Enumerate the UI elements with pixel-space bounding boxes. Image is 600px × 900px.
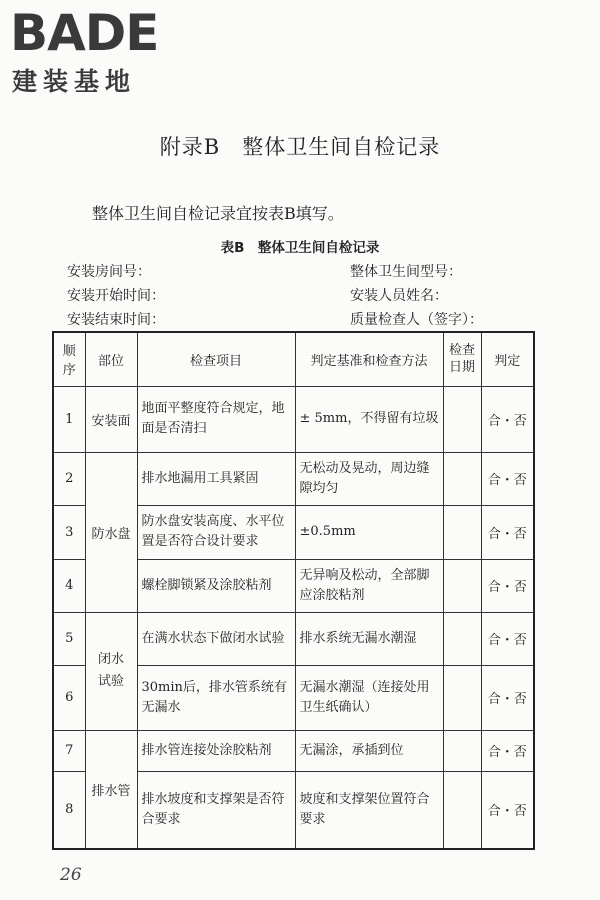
- meta-installer: 安装人员姓名：: [350, 288, 448, 304]
- row-criteria: 无漏水潮湿（连接处用卫生纸确认）: [295, 665, 443, 730]
- row-part: 闭水试验: [85, 612, 137, 730]
- row-part: 安装面: [85, 386, 137, 452]
- row-seq: 2: [53, 452, 85, 505]
- row-judge[interactable]: 合・否: [481, 771, 534, 849]
- row-item: 排水地漏用工具紧固: [137, 452, 295, 505]
- row-judge[interactable]: 合・否: [481, 505, 534, 559]
- row-judge[interactable]: 合・否: [481, 730, 534, 771]
- row-seq: 1: [53, 386, 85, 452]
- logo-wordmark: BADE: [10, 4, 159, 62]
- header-judge: 判定: [481, 332, 534, 386]
- header-part: 部位: [85, 332, 137, 386]
- table-row: [53, 386, 534, 452]
- row-item: 防水盘安装高度、水平位置是否符合设计要求: [137, 505, 295, 559]
- intro-text: 整体卫生间自检记录宜按表B填写。: [92, 204, 344, 223]
- row-item: 地面平整度符合规定，地面是否清扫: [137, 386, 295, 452]
- inspection-table: [52, 331, 535, 850]
- row-judge[interactable]: 合・否: [481, 665, 534, 730]
- header-criteria: 判定基准和检查方法: [295, 332, 443, 386]
- meta-model-no: 整体卫生间型号：: [350, 264, 462, 280]
- page-number: 26: [60, 865, 82, 885]
- meta-inspector: 质量检查人（签字）：: [350, 312, 483, 328]
- row-part: 排水管: [85, 730, 137, 849]
- row-criteria: 无漏涂，承插到位: [295, 730, 443, 771]
- row-date[interactable]: [443, 559, 481, 612]
- brand-logo: [10, 6, 180, 98]
- row-item: 排水坡度和支撑架是否符合要求: [137, 771, 295, 849]
- row-seq: 3: [53, 505, 85, 559]
- row-seq: 8: [53, 771, 85, 849]
- row-seq: 6: [53, 665, 85, 730]
- row-judge[interactable]: 合・否: [481, 386, 534, 452]
- meta-end-time: 安装结束时间：: [67, 312, 165, 328]
- row-criteria: ± 5mm，不得留有垃圾: [295, 386, 443, 452]
- row-criteria: 坡度和支撑架位置符合要求: [295, 771, 443, 849]
- row-date[interactable]: [443, 730, 481, 771]
- row-judge[interactable]: 合・否: [481, 559, 534, 612]
- row-criteria: 无松动及晃动，周边缝隙均匀: [295, 452, 443, 505]
- row-date[interactable]: [443, 665, 481, 730]
- row-item: 在满水状态下做闭水试验: [137, 612, 295, 665]
- header-seq: 顺序: [53, 332, 85, 386]
- table-row: [53, 730, 534, 771]
- row-criteria: ±0.5mm: [295, 505, 443, 559]
- row-criteria: 排水系统无漏水潮湿: [295, 612, 443, 665]
- logo-subtitle: 建装基地: [12, 67, 137, 96]
- row-criteria: 无异响及松动，全部脚应涂胶粘剂: [295, 559, 443, 612]
- row-item: 排水管连接处涂胶粘剂: [137, 730, 295, 771]
- row-seq: 7: [53, 730, 85, 771]
- row-date[interactable]: [443, 771, 481, 849]
- page-title: 附录B 整体卫生间自检记录: [159, 135, 441, 159]
- row-judge[interactable]: 合・否: [481, 612, 534, 665]
- table-caption: 表B 整体卫生间自检记录: [220, 240, 380, 256]
- row-seq: 5: [53, 612, 85, 665]
- table-header-row: [53, 332, 534, 386]
- row-date[interactable]: [443, 452, 481, 505]
- row-seq: 4: [53, 559, 85, 612]
- table-row: [53, 612, 534, 665]
- row-part: 防水盘: [85, 452, 137, 612]
- header-item: 检查项目: [137, 332, 295, 386]
- row-item: 螺栓脚锁紧及涂胶粘剂: [137, 559, 295, 612]
- row-date[interactable]: [443, 612, 481, 665]
- row-judge[interactable]: 合・否: [481, 452, 534, 505]
- row-date[interactable]: [443, 505, 481, 559]
- row-date[interactable]: [443, 386, 481, 452]
- table-row: [53, 452, 534, 505]
- row-item: 30min后，排水管系统有无漏水: [137, 665, 295, 730]
- meta-start-time: 安装开始时间：: [67, 288, 165, 304]
- meta-room-no: 安装房间号：: [67, 264, 151, 280]
- header-date: 检查日期: [443, 332, 481, 386]
